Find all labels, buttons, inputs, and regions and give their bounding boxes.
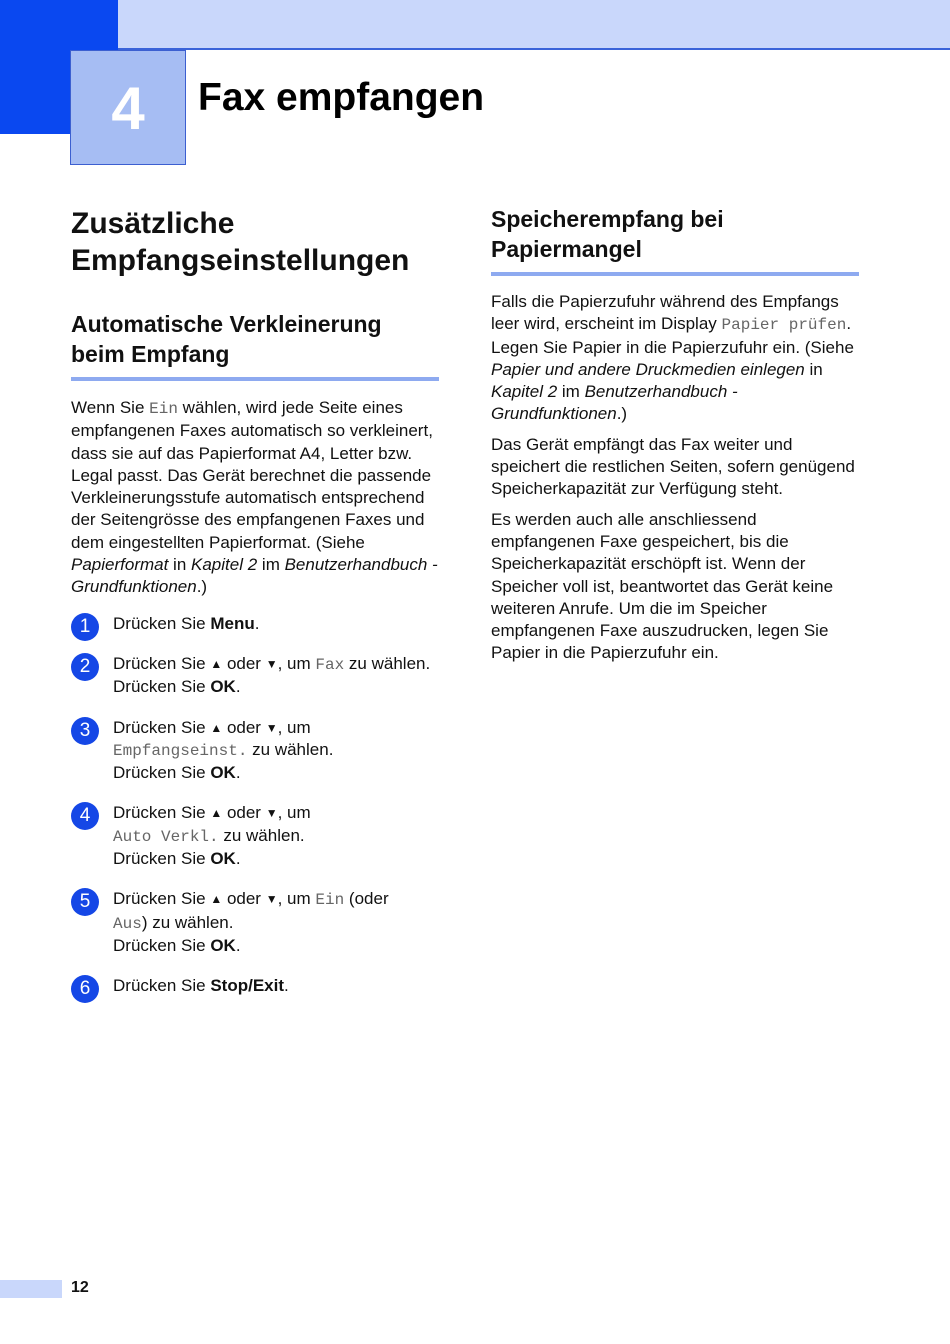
subsection-title-memory-receive: Speicherempfang bei Papiermangel [491, 205, 859, 276]
down-arrow-icon: ▼ [265, 806, 278, 821]
intro-paragraph: Wenn Sie Ein wählen, wird jede Seite eines empfangenen Faxes automatisch so verkleinert, dass sie auf das Papierformat A4, Letter bzw. Legal passt. Das Gerät berechnet die passende Verkleinerungsstufe automatisch entsprechend der Seitengrösse des empfangenen Faxes und dem eingestellten Papierformat. (Siehe Papierformat in Kapitel 2 im Benutzerhandbuch - Grundfunktionen.) [71, 398, 438, 597]
right-column [491, 205, 859, 665]
up-arrow-icon: ▲ [210, 720, 223, 735]
chapter-number-box [70, 50, 186, 165]
step-number-badge: 3 [71, 717, 99, 745]
subsection-title-auto-reduction: Automatische Verkleinerung beim Empfang [71, 309, 439, 381]
step-6: 6 Drücken Sie Stop/Exit. [71, 975, 439, 997]
left-column [71, 205, 439, 1016]
lcd-text: Aus [113, 914, 142, 933]
lcd-text: Ein [315, 891, 345, 910]
up-arrow-icon: ▲ [210, 656, 223, 671]
step-number-badge: 1 [71, 613, 99, 641]
step-number-badge: 2 [71, 653, 99, 681]
header-band [118, 0, 950, 48]
down-arrow-icon: ▼ [265, 720, 278, 735]
chapter-number: 4 [111, 75, 145, 142]
paragraph-paper-out: Falls die Papierzufuhr während des Empfangs leer wird, erscheint im Display Papier prüfen. Legen Sie Papier in die Papierzufuhr ein. (Siehe Papier und andere Druckmedien einlegen in Kapitel 2 im Benutzerhandbuch - Grundfunktionen.) [491, 292, 854, 424]
lcd-text: Auto Verkl. [113, 827, 219, 846]
step-number-badge: 4 [71, 802, 99, 830]
down-arrow-icon: ▼ [265, 656, 278, 671]
step-2: 2 Drücken Sie ▲ oder ▼, um Fax zu wählen. Drücken Sie OK. [71, 653, 439, 699]
step-4: 4 Drücken Sie ▲ oder ▼, um Auto Verkl. zu wählen. Drücken Sie OK. [71, 802, 439, 870]
lcd-text: Empfangseinst. [113, 741, 248, 760]
section-title: Zusätzliche Empfangseinstellungen [71, 207, 410, 277]
step-1: 1 Drücken Sie Menu. [71, 613, 439, 635]
chapter-title: Fax empfangen [198, 76, 485, 119]
step-number-badge: 6 [71, 975, 99, 1003]
lcd-text: Fax [315, 655, 345, 674]
step-list [71, 613, 439, 998]
header-rule [118, 48, 950, 50]
paragraph-continue-receive: Das Gerät empfängt das Fax weiter und speichert die restlichen Seiten, sofern genügend Speicherkapazität zur Verfügung steht. [491, 434, 855, 499]
up-arrow-icon: ▲ [210, 892, 223, 907]
paragraph-memory-full: Es werden auch alle anschliessend empfangenen Faxe gespeichert, bis die Speicherkapazität erschöpft ist. Wenn der Speicher voll ist, beantwortet das Gerät keine weiteren Anrufe. Um die im Speicher empfangenen Faxe auszudrucken, legen Sie Papier in die Papierzufuhr ein. [491, 509, 834, 663]
step-5: 5 Drücken Sie ▲ oder ▼, um Ein (oder Aus) zu wählen. Drücken Sie OK. [71, 888, 439, 957]
step-number-badge: 5 [71, 888, 99, 916]
step-3: 3 Drücken Sie ▲ oder ▼, um Empfangseinst. zu wählen. Drücken Sie OK. [71, 717, 439, 785]
up-arrow-icon: ▲ [210, 806, 223, 821]
lcd-text: Ein [149, 400, 178, 418]
footer-tab [0, 1280, 62, 1298]
lcd-text: Papier prüfen [721, 316, 847, 335]
down-arrow-icon: ▼ [265, 892, 278, 907]
page-number: 12 [71, 1279, 89, 1296]
